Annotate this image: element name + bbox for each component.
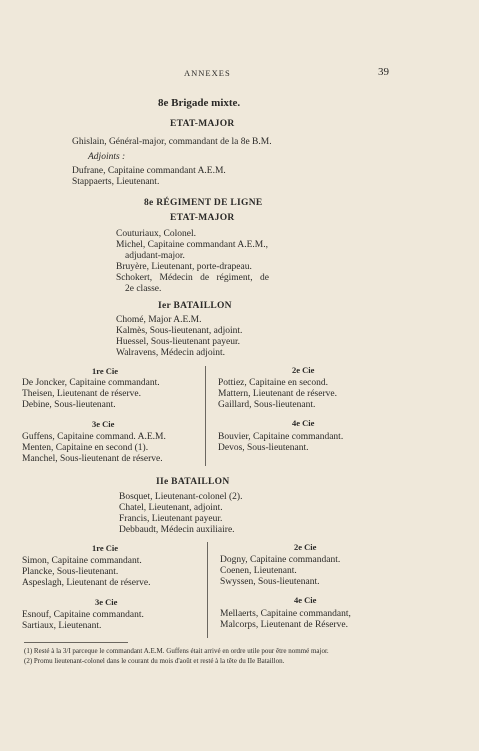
text-line: Bruyère, Lieutenant, porte-drapeau. [116,262,252,272]
text-line: Simon, Capitaine commandant. [22,556,142,566]
column-divider [205,366,206,466]
brigade-title: 8e Brigade mixte. [158,97,241,109]
text-line: Dufrane, Capitaine commandant A.E.M. [72,166,226,176]
text-line: Pottiez, Capitaine en second. [218,378,329,388]
bataillon-1-heading: Ier BATAILLON [158,301,232,311]
text-line: Schokert, Médecin de régiment, de [116,273,269,283]
text-line: Huessel, Sous-lieutenant payeur. [116,337,241,347]
text-line: Bouvier, Capitaine commandant. [218,432,344,442]
regiment-heading: 8e RÉGIMENT DE LIGNE [144,198,263,208]
text-line: Gaillard, Sous-lieutenant. [218,400,316,410]
company-heading: 3e Cie [92,419,115,429]
text-line: Esnouf, Capitaine commandant. [22,610,144,620]
text-line: Bosquet, Lieutenant-colonel (2). [119,492,243,502]
regiment-etat-major-heading: ETAT-MAJOR [170,213,235,223]
text-line: Kalmès, Sous-lieutenant, adjoint. [116,326,243,336]
etat-major-heading: ETAT-MAJOR [170,119,235,129]
text-line: Michel, Capitaine commandant A.E.M., [116,240,268,250]
text-line: Mellaerts, Capitaine commandant, [220,609,351,619]
company-heading: 4e Cie [292,418,315,428]
text-line: Devos, Sous-lieutenant. [218,443,309,453]
text-line: adjudant-major. [125,251,185,261]
text-line: Debbaudt, Médecin auxiliaire. [119,525,235,535]
footnote: (2) Promu lieutenant-colonel dans le courant du mois d'août et resté à la tête du IIe Bataillon. [24,657,285,665]
text-line: Menten, Capitaine en second (1). [22,443,149,453]
company-heading: 2e Cie [292,365,315,375]
text-line: Mattern, Lieutenant de réserve. [218,389,337,399]
text-line: Adjoints : [88,152,126,162]
company-heading: 1re Cie [92,543,119,553]
text-line: Theisen, Lieutenant de réserve. [22,389,141,399]
text-line: Manchel, Sous-lieutenant de réserve. [22,454,163,464]
text-line: 2e classe. [125,284,162,294]
text-line: Plancke, Sous-lieutenant. [22,567,119,577]
column-divider [207,542,208,638]
bataillon-2-heading: IIe BATAILLON [156,477,230,487]
running-header: ANNEXES [184,68,231,78]
text-line: Swyssen, Sous-lieutenant. [220,577,320,587]
footnote: (1) Resté à la 3/I parceque le commandant A.E.M. Guffens était arrivé en ordre utile pour être nommé major. [24,647,329,655]
text-line: Coenen, Lieutenant. [220,566,297,576]
text-line: Dogny, Capitaine commandant. [220,555,341,565]
company-heading: 2e Cie [294,542,317,552]
text-line: Walravens, Médecin adjoint. [116,348,225,358]
page-number: 39 [378,66,389,78]
text-line: Guffens, Capitaine command. A.E.M. [22,432,166,442]
text-line: Aspeslagh, Lieutenant de réserve. [22,578,151,588]
text-line: Couturiaux, Colonel. [116,229,196,239]
text-line: Malcorps, Lieutenant de Réserve. [220,620,348,630]
company-heading: 3e Cie [95,597,118,607]
text-line: Ghislain, Général-major, commandant de la 8e B.M. [72,137,272,147]
text-line: Francis, Lieutenant payeur. [119,514,223,524]
company-heading: 1re Cie [92,366,119,376]
text-line: De Joncker, Capitaine commandant. [22,378,160,388]
text-line: Chatel, Lieutenant, adjoint. [119,503,223,513]
company-heading: 4e Cie [294,595,317,605]
text-line: Sartiaux, Lieutenant. [22,621,102,631]
text-line: Stappaerts, Lieutenant. [72,177,160,187]
text-line: Chomé, Major A.E.M. [116,315,202,325]
text-line: Debine, Sous-lieutenant. [22,400,116,410]
footnote-rule [24,642,128,643]
